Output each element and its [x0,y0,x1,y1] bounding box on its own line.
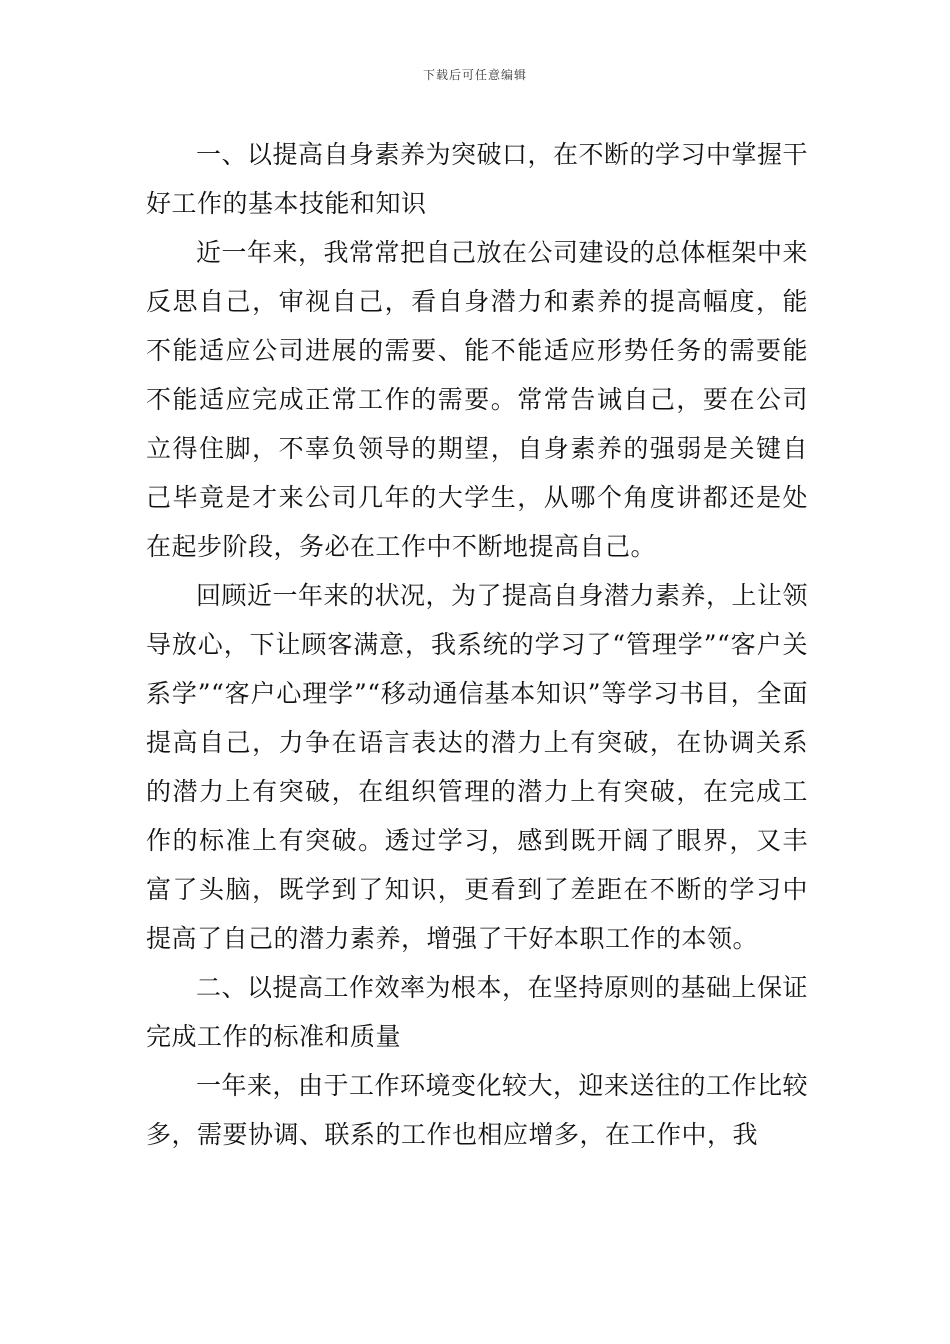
section-heading-2: 二、以提高工作效率为根本，在坚持原则的基础上保证完成工作的标准和质量 [146,973,809,1051]
body-paragraph: 一年来，由于工作环境变化较大，迎来送往的工作比较多，需要协调、联系的工作也相应增多，在工作中，我 [146,1071,809,1149]
header-note: 下载后可任意编辑 [422,68,527,82]
document-body [146,130,808,1159]
section-heading-1: 一、以提高自身素养为突破口，在不断的学习中掌握干好工作的基本技能和知识 [146,140,809,218]
body-paragraph: 回顾近一年来的状况，为了提高自身潜力素养，上让领导放心，下让顾客满意，我系统的学习了“管理学”“客户关系学”“客户心理学”“移动通信基本知识”等学习书目，全面提高自己，力争在语言表达的潜力上有突破，在协调关系的潜力上有突破，在组织管理的潜力上有突破，在完成工作的标准上有突破。透过学习，感到既开阔了眼界，又丰富了头脑，既学到了知识，更看到了差距在不断的学习中提高了自己的潜力素养，增强了干好本职工作的本领。 [146,581,809,953]
body-paragraph: 近一年来，我常常把自己放在公司建设的总体框架中来反思自己，审视自己，看自身潜力和素养的提高幅度，能不能适应公司进展的需要、能不能适应形势任务的需要能不能适应完成正常工作的需要。常常告诫自己，要在公司立得住脚，不辜负领导的期望，自身素养的强弱是关键自己毕竟是才来公司几年的大学生，从哪个角度讲都还是处在起步阶段，务必在工作中不断地提高自己。 [146,238,809,561]
